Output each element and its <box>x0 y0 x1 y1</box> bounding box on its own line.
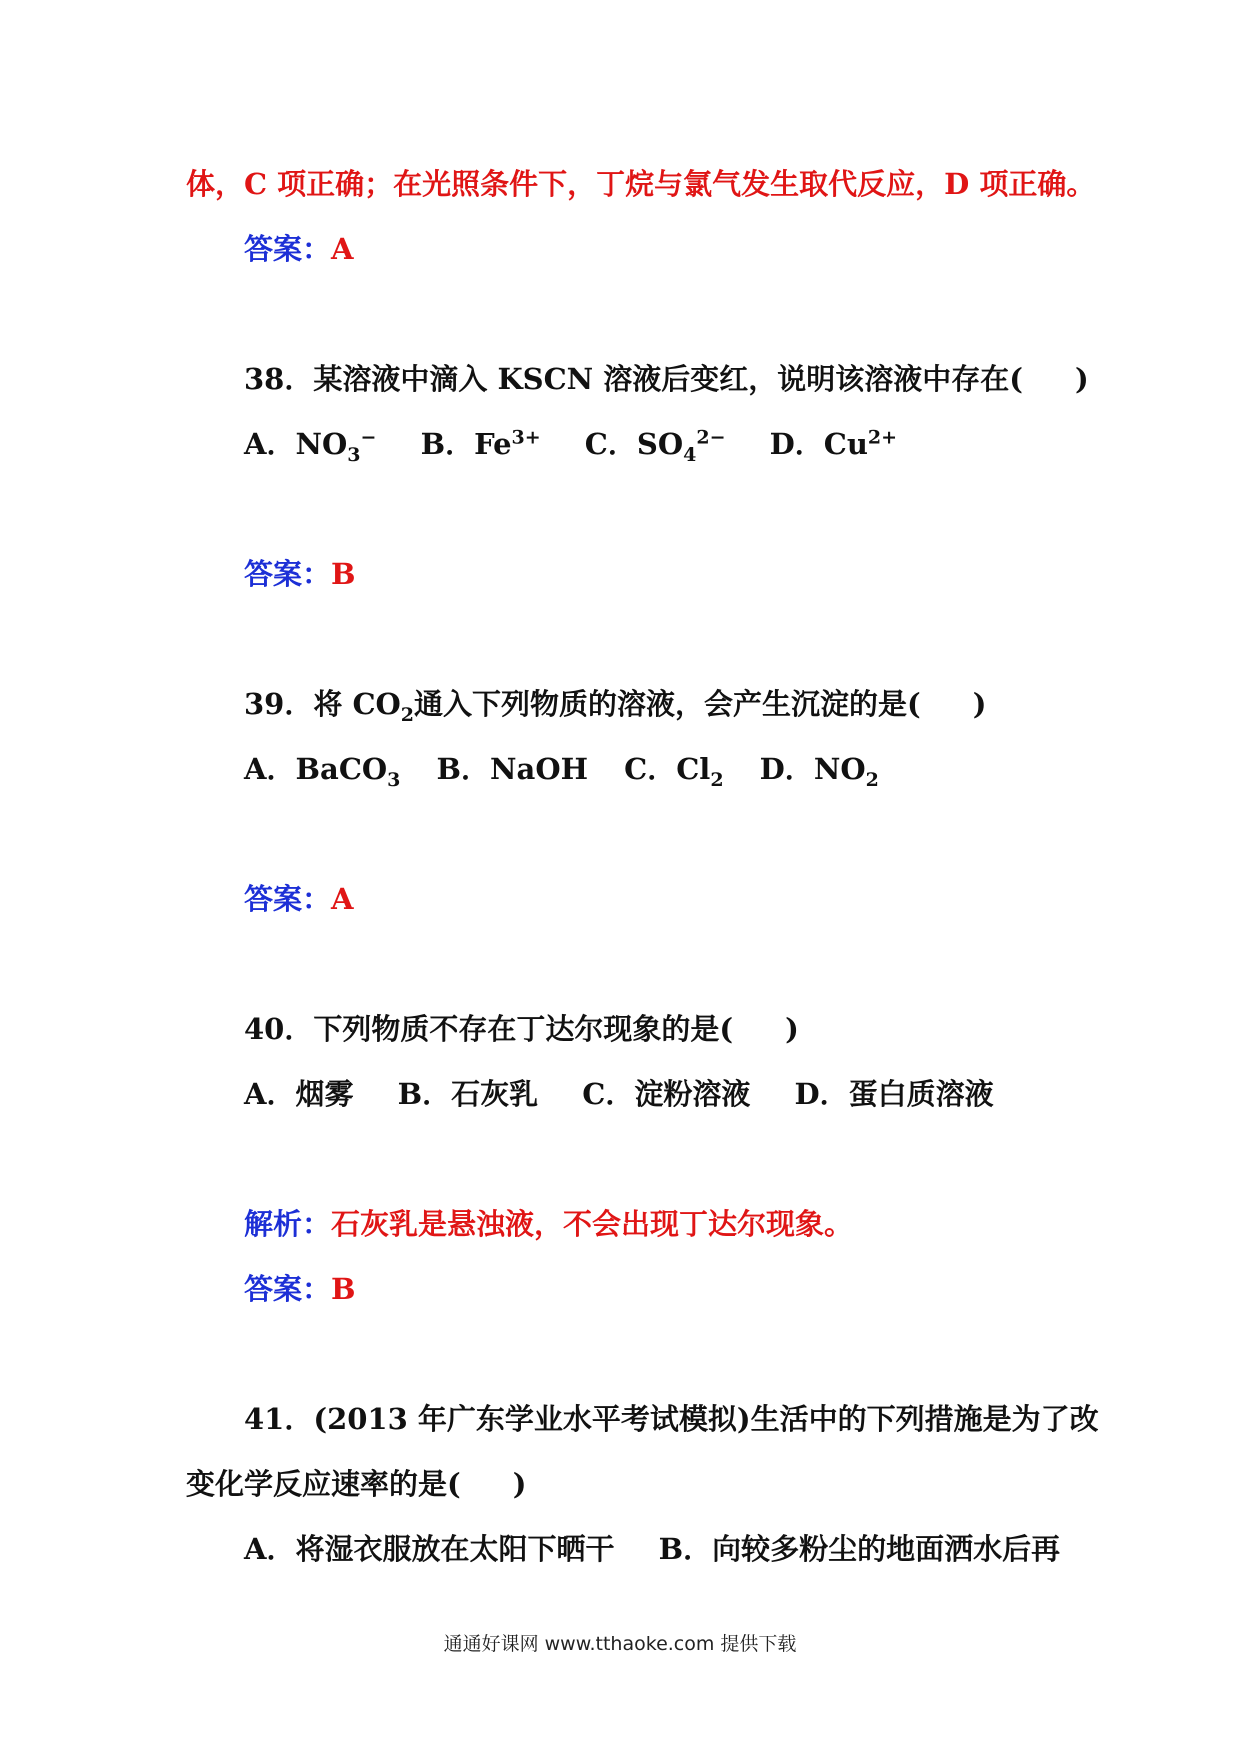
question-41-options <box>244 1529 1060 1569</box>
question-41-stem-line1: 41．(2013 年广东学业水平考试模拟)生活中的下列措施是为了改 <box>244 1402 1099 1436</box>
option-c: C．淀粉溶液 <box>582 1077 751 1111</box>
analysis-40 <box>244 1204 853 1244</box>
page-footer: 通通好课网 www.tthaoke.com 提供下载 <box>443 1633 797 1655</box>
question-40-stem <box>244 1009 799 1049</box>
option-d: D．$Cu^{2+}$ <box>769 426 898 461</box>
option-b: B．向较多粉尘的地面洒水后再 <box>658 1532 1061 1566</box>
question-38-stem <box>244 359 1089 399</box>
option-c: C．$SO_4^{2-}$ <box>584 426 726 466</box>
answer-40 <box>244 1269 356 1309</box>
analysis-continuation: 体，C 项正确；在光照条件下，丁烷与氯气发生取代反应，D 项正确。 <box>186 167 1096 201</box>
answer-39 <box>244 879 354 919</box>
option-d: D．蛋白质溶液 <box>794 1077 994 1111</box>
option-a: A．$NO_3^-$ <box>244 426 377 466</box>
question-40-options <box>244 1074 994 1114</box>
analysis-label: 解析： <box>244 1207 332 1241</box>
option-b: B．$Fe^{3+}$ <box>420 426 541 461</box>
analysis-text: 石灰乳是悬浊液，不会出现丁达尔现象。 <box>331 1207 854 1241</box>
option-b: B．NaOH <box>436 752 588 786</box>
question-41-stem-line2 <box>186 1464 526 1504</box>
option-a: A．BaCO$_3$ <box>244 752 401 791</box>
option-d: D．$NO_2$ <box>759 752 879 791</box>
answer-37 <box>244 229 354 269</box>
answer-value: B <box>331 1272 356 1306</box>
answer-value: B <box>331 557 356 591</box>
paren-close: ) <box>972 687 987 721</box>
question-39-stem <box>244 684 987 724</box>
answer-label: 答案： <box>244 882 332 916</box>
option-a: A．将湿衣服放在太阳下晒干 <box>244 1532 615 1566</box>
paren-close: ) <box>785 1012 799 1046</box>
answer-38 <box>244 554 356 594</box>
option-c: C．$Cl_2$ <box>624 752 724 791</box>
option-a: A．烟雾 <box>244 1077 354 1111</box>
paren-close: ) <box>512 1467 527 1501</box>
answer-label: 答案： <box>244 232 332 266</box>
question-text: 变化学反应速率的是( <box>186 1467 461 1501</box>
question-text: 38．某溶液中滴入 KSCN 溶液后变红，说明该溶液中存在( <box>244 362 1024 396</box>
answer-label: 答案： <box>244 557 332 591</box>
question-39-options <box>244 749 879 789</box>
question-text: 40．下列物质不存在丁达尔现象的是( <box>244 1012 734 1046</box>
paren-close: ) <box>1075 362 1089 396</box>
question-38-options <box>244 424 897 464</box>
answer-value: A <box>331 232 354 266</box>
answer-value: A <box>331 882 354 916</box>
question-text: 39．将 $CO_2$通入下列物质的溶液，会产生沉淀的是( <box>244 687 921 726</box>
option-b: B．石灰乳 <box>397 1077 539 1111</box>
answer-label: 答案： <box>244 1272 332 1306</box>
